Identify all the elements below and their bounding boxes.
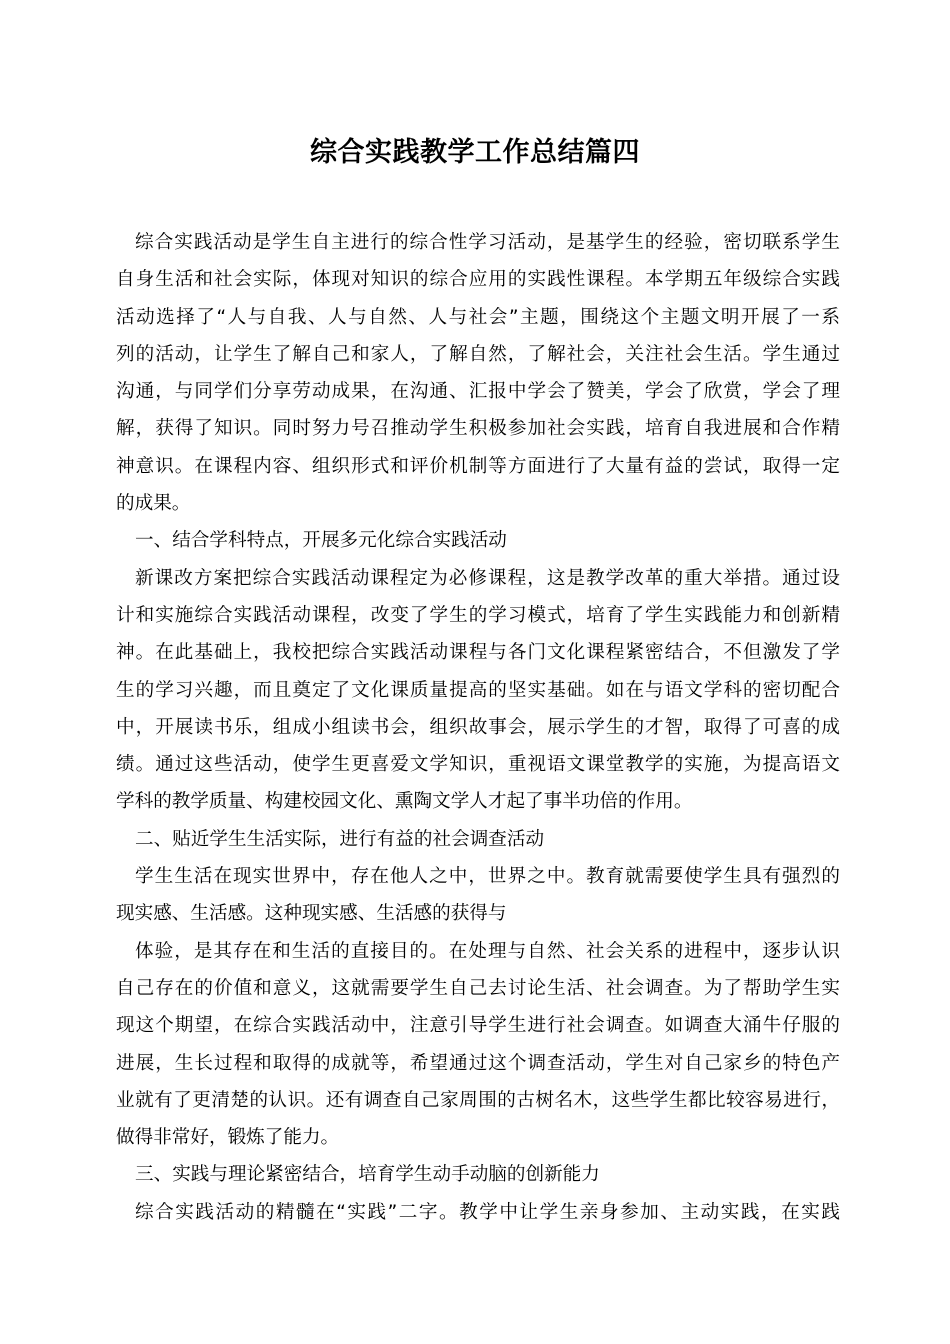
section-heading: 三、实践与理论紧密结合，培育学生动手动脑的创新能力: [135, 1164, 600, 1186]
paragraph-line: 做得非常好，锻炼了能力。: [116, 1127, 340, 1149]
paragraph-line: 业就有了更清楚的认识。还有调查自己家周围的古树名木，这些学生都比较容易进行，: [116, 1089, 840, 1111]
paragraph-line: 解，获得了知识。同时努力号召推动学生积极参加社会实践，培育自我进展和合作精: [116, 418, 840, 440]
document-title: 综合实践教学工作总结篇四: [310, 137, 640, 168]
paragraph-line: 自己存在的价值和意义，这就需要学生自己去讨论生活、社会调查。为了帮助学生实: [116, 977, 840, 999]
paragraph-line: 学科的教学质量、构建校园文化、熏陶文学人才起了事半功倍的作用。: [116, 791, 693, 813]
paragraph-line: 新课改方案把综合实践活动课程定为必修课程，这是教学改革的重大举措。通过设: [135, 567, 840, 589]
paragraph-line: 的成果。: [116, 493, 191, 515]
section-heading: 二、贴近学生生活实际，进行有益的社会调查活动: [135, 828, 545, 850]
paragraph-line: 进展，生长过程和取得的成就等，希望通过这个调查活动，学生对自己家乡的特色产: [116, 1052, 840, 1074]
paragraph-line: 学生生活在现实世界中，存在他人之中，世界之中。教育就需要使学生具有强烈的: [135, 866, 840, 888]
paragraph-line: 自身生活和社会实际，体现对知识的综合应用的实践性课程。本学期五年级综合实践: [116, 269, 840, 291]
paragraph-line: 活动选择了“人与自我、人与自然、人与社会”主题，围绕这个主题文明开展了一系: [116, 306, 840, 328]
paragraph-line: 综合实践活动的精髓在“实践”二字。教学中让学生亲身参加、主动实践，在实践: [135, 1201, 840, 1223]
paragraph-line: 中，开展读书乐，组成小组读书会，组织故事会，展示学生的才智，取得了可喜的成: [116, 716, 840, 738]
paragraph-line: 现这个期望，在综合实践活动中，注意引导学生进行社会调查。如调查大涌牛仔服的: [116, 1015, 840, 1037]
paragraph-line: 神意识。在课程内容、组织形式和评价机制等方面进行了大量有益的尝试，取得一定: [116, 455, 840, 477]
paragraph-line: 沟通，与同学们分享劳动成果，在沟通、汇报中学会了赞美，学会了欣赏，学会了理: [116, 381, 840, 403]
paragraph-line: 体验，是其存在和生活的直接目的。在处理与自然、社会关系的进程中，逐步认识: [135, 940, 840, 962]
section-heading: 一、结合学科特点，开展多元化综合实践活动: [135, 530, 507, 552]
paragraph-line: 列的活动，让学生了解自己和家人，了解自然，了解社会，关注社会生活。学生通过: [116, 343, 840, 365]
paragraph-line: 神。在此基础上，我校把综合实践活动课程与各门文化课程紧密结合，不但激发了学: [116, 642, 840, 664]
paragraph-line: 计和实施综合实践活动课程，改变了学生的学习模式，培育了学生实践能力和创新精: [116, 604, 840, 626]
paragraph-line: 综合实践活动是学生自主进行的综合性学习活动，是基学生的经验，密切联系学生: [135, 232, 840, 253]
document-body: [116, 224, 840, 1231]
paragraph-line: 生的学习兴趣，而且奠定了文化课质量提高的坚实基础。如在与语文学科的密切配合: [116, 679, 840, 701]
paragraph-line: 绩。通过这些活动，使学生更喜爱文学知识，重视语文课堂教学的实施，为提高语文: [116, 754, 840, 776]
paragraph-line: 现实感、生活感。这种现实感、生活感的获得与: [116, 903, 507, 925]
